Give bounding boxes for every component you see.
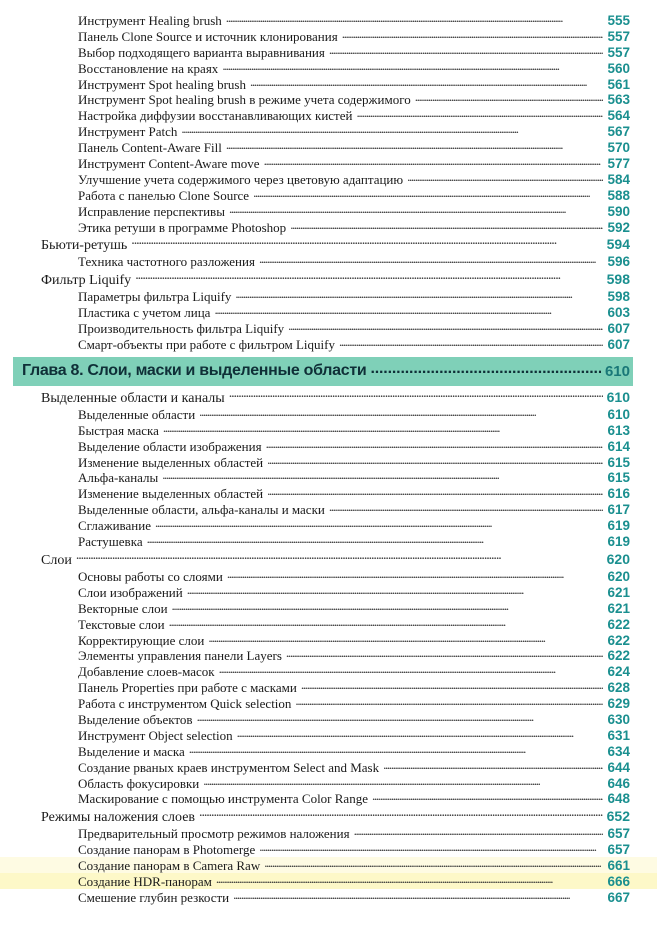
toc-subentry[interactable] [0,501,657,517]
toc-subentry[interactable] [0,91,657,107]
dot-leader [250,76,603,89]
entry-title: Бьюти-ретушь [41,238,128,254]
dot-leader [162,469,603,482]
page-number: 567 [607,124,630,140]
toc-subentry[interactable] [0,203,657,219]
toc-section-layers[interactable] [0,550,657,568]
page-number: 555 [607,13,630,28]
entry-title: Инструмент Spot healing brush в режиме учета содержимого [78,92,411,108]
entry-title: Создание панорам в Camera Raw [78,858,261,874]
entry-title: Слои [41,552,72,568]
dot-leader [222,60,603,73]
page-number: 598 [607,289,630,305]
page-number: 666 [607,873,630,889]
page-number: 557 [607,28,630,44]
toc-subentry[interactable] [0,889,657,905]
page-number: 621 [607,584,630,600]
dot-leader [203,775,603,788]
page-number: 630 [607,711,630,727]
page-number: 557 [607,44,630,60]
entry-title: Элементы управления панели Layers [78,648,282,664]
page-number: 598 [606,271,630,288]
toc-subentry[interactable] [0,123,657,139]
page-number: 588 [607,187,630,203]
page-number: 610 [604,362,630,380]
page-number: 667 [607,889,630,905]
dot-leader [356,107,603,120]
entry-title: Работа с инструментом Quick selection [78,696,292,712]
dot-leader [187,584,604,597]
dot-leader [189,743,604,756]
toc-subentry[interactable] [0,711,657,727]
entry-title: Глава 8. Слои, маски и выделенные области [22,362,367,380]
toc-subentry[interactable] [0,533,657,549]
dot-leader [264,155,604,168]
entry-title: Смешение глубин резкости [78,889,230,905]
toc-subentry[interactable] [0,790,657,806]
dot-leader [286,647,604,660]
dot-leader [233,889,603,902]
page-number: 628 [607,680,630,696]
toc-subentry[interactable] [0,171,657,187]
toc-subentry[interactable] [0,336,657,352]
dot-leader [372,790,604,803]
dot-leader [290,219,603,232]
dot-leader [288,320,603,333]
entry-title: Выделенные области и каналы [41,390,225,406]
entry-title: Область фокусировки [78,775,200,791]
toc-section-blend[interactable] [0,807,657,825]
toc-subentry[interactable] [0,857,657,873]
page-number: 620 [607,568,630,584]
entry-title: Выделение и маска [78,743,185,759]
toc-subentry[interactable] [0,663,657,679]
page-number: 577 [607,156,630,172]
entry-title: Инструмент Content-Aware move [78,156,260,172]
toc-subentry[interactable] [0,469,657,485]
dot-leader [197,711,604,724]
entry-title: Панель Content-Aware Fill [78,140,222,156]
toc-subentry[interactable] [0,107,657,123]
toc-subentry[interactable] [0,485,657,501]
table-of-contents [0,12,657,905]
entry-title: Исправление перспективы [78,203,225,219]
page-number: 620 [606,550,630,567]
page-number: 619 [607,534,630,550]
dot-leader [407,171,603,184]
page-number: 570 [607,140,630,156]
toc-subentry[interactable] [0,568,657,584]
dot-leader [147,533,604,546]
toc-subentry[interactable] [0,616,657,632]
entry-title: Панель Clone Source и источник клонирования [78,28,338,44]
toc-subentry[interactable] [0,775,657,791]
dot-leader [415,91,604,104]
page-number: 596 [607,254,630,270]
page-number: 610 [607,406,630,422]
dot-leader [370,364,601,378]
dot-leader [264,857,603,870]
chapter-heading[interactable] [13,357,633,386]
entry-title: Улучшение учета содержимого через цветовую адаптацию [78,171,404,187]
dot-leader [259,841,603,854]
dot-leader [295,695,603,708]
toc-subentry[interactable] [0,60,657,76]
entry-title: Создание HDR-панорам [78,873,212,889]
page-number: 615 [607,470,630,486]
entry-title: Быстрая маска [78,422,159,438]
toc-subentry[interactable] [0,454,657,470]
page-number: 615 [607,454,630,470]
dot-leader [227,568,604,581]
entry-title: Производительность фильтра Liquify [78,321,285,337]
page-number: 644 [607,759,630,775]
page-number: 622 [607,616,630,632]
entry-title: Корректирующие слои [78,632,205,648]
toc-subentry[interactable] [0,288,657,304]
dot-leader [253,187,603,200]
dot-leader [266,438,604,451]
entry-title: Создание рваных краев инструментом Select and Mask [78,759,380,775]
page-number: 619 [607,518,630,534]
entry-title: Инструмент Patch [78,124,178,140]
entry-title: Этика ретуши в программе Photoshop [78,219,287,235]
toc-subentry[interactable] [0,825,657,841]
entry-title: Альфа-каналы [78,470,159,486]
dot-leader [163,422,604,435]
toc-section-liquify[interactable] [0,270,657,288]
toc-subentry[interactable] [0,727,657,743]
dot-leader [342,28,604,41]
page-number: 594 [606,236,630,253]
toc-subentry[interactable] [0,438,657,454]
dot-leader [329,44,604,57]
entry-title: Фильтр Liquify [41,273,132,289]
page-number: 560 [607,60,630,76]
dot-leader [76,550,603,564]
dot-leader [135,270,602,284]
toc-subentry[interactable] [0,841,657,857]
dot-leader [181,123,603,136]
dot-leader [226,139,604,152]
entry-title: Выделение области изображения [78,438,262,454]
dot-leader [229,203,604,216]
dot-leader [235,288,603,301]
entry-title: Создание панорам в Photomerge [78,842,256,858]
entry-title: Добавление слоев-масок [78,664,215,680]
page-number: 646 [607,775,630,791]
toc-subentry[interactable] [0,28,657,44]
entry-title: Инструмент Object selection [78,727,233,743]
page-number: 561 [607,76,630,92]
toc-subentry[interactable] [0,406,657,422]
dot-leader [226,12,604,25]
page-number: 622 [607,632,630,648]
page-number: 590 [607,203,630,219]
dot-leader [301,679,604,692]
entry-title: Маскирование с помощью инструмента Color Range [78,791,368,807]
page-number: 661 [607,858,630,874]
entry-title: Изменение выделенных областей [78,486,264,502]
dot-leader [214,304,603,317]
toc-subentry[interactable] [0,517,657,533]
page-number: 657 [607,826,630,842]
page-number: 631 [607,727,630,743]
toc-subentry[interactable] [0,632,657,648]
entry-title: Инструмент Spot healing brush [78,76,246,92]
entry-title: Пластика с учетом лица [78,305,211,321]
page-number: 614 [607,438,630,454]
dot-leader [259,253,604,266]
page-number: 564 [607,108,630,124]
page-number: 607 [607,321,630,337]
page-number: 624 [607,664,630,680]
entry-title: Растушевка [78,534,143,550]
page-number: 648 [607,791,630,807]
toc-subentry[interactable] [0,155,657,171]
entry-title: Выделение объектов [78,711,193,727]
entry-title: Режимы наложения слоев [41,810,196,826]
toc-subentry[interactable] [0,139,657,155]
page-number: 617 [607,502,630,518]
entry-title: Техника частотного разложения [78,254,255,270]
toc-subentry[interactable] [0,304,657,320]
entry-title: Векторные слои [78,600,168,616]
entry-title: Изменение выделенных областей [78,454,264,470]
entry-title: Основы работы со слоями [78,568,223,584]
page-number: 634 [607,743,630,759]
page-number: 607 [607,337,630,353]
toc-section-beauty[interactable] [0,235,657,253]
entry-title: Предварительный просмотр режимов наложения [78,826,350,842]
dot-leader [339,336,603,349]
entry-title: Сглаживание [78,518,151,534]
dot-leader [229,388,603,402]
dot-leader [199,406,603,419]
toc-subentry[interactable] [0,584,657,600]
toc-subentry[interactable] [0,422,657,438]
page-number: 629 [607,696,630,712]
dot-leader [216,873,604,886]
entry-title: Выбор подходящего варианта выравнивания [78,44,325,60]
page-number: 652 [606,808,630,825]
entry-title: Настройка диффузии восстанавливающих кистей [78,108,353,124]
entry-title: Текстовые слои [78,616,165,632]
toc-subentry[interactable] [0,320,657,336]
toc-subentry[interactable] [0,76,657,92]
page-number: 616 [607,486,630,502]
page-number: 610 [606,388,630,405]
dot-leader [131,235,602,249]
toc-subentry[interactable] [0,873,657,889]
page-number: 613 [607,422,630,438]
toc-subentry[interactable] [0,187,657,203]
entry-title: Работа с панелью Clone Source [78,187,250,203]
page-number: 657 [607,842,630,858]
page-number: 592 [607,219,630,235]
toc-subentry[interactable] [0,12,657,28]
dot-leader [354,825,604,838]
toc-subentry[interactable] [0,44,657,60]
toc-subentry[interactable] [0,219,657,235]
page-number: 584 [607,171,630,187]
toc-subentry[interactable] [0,253,657,269]
entry-title: Восстановление на краях [78,60,219,76]
entry-title: Параметры фильтра Liquify [78,289,232,305]
dot-leader [169,616,604,629]
toc-subentry[interactable] [0,647,657,663]
entry-title: Панель Properties при работе с масками [78,680,297,696]
toc-subentry[interactable] [0,679,657,695]
entry-title: Инструмент Healing brush [78,13,222,28]
page-number: 563 [607,92,630,108]
entry-title: Смарт-объекты при работе с фильтром Liquify [78,337,335,353]
dot-leader [267,454,603,467]
page-number: 621 [607,600,630,616]
dot-leader [155,517,604,530]
toc-subentry[interactable] [0,743,657,759]
toc-subentry[interactable] [0,759,657,775]
toc-section-selections[interactable] [0,388,657,406]
entry-title: Выделенные области [78,406,196,422]
dot-leader [383,759,603,772]
page-number: 603 [607,305,630,321]
dot-leader [199,807,603,821]
toc-subentry[interactable] [0,695,657,711]
toc-subentry[interactable] [0,600,657,616]
entry-title: Выделенные области, альфа-каналы и маски [78,502,325,518]
entry-title: Слои изображений [78,584,183,600]
dot-leader [329,501,604,514]
dot-leader [237,727,604,740]
page-number: 622 [607,648,630,664]
dot-leader [267,485,603,498]
dot-leader [172,600,604,613]
dot-leader [219,663,604,676]
dot-leader [208,632,603,645]
